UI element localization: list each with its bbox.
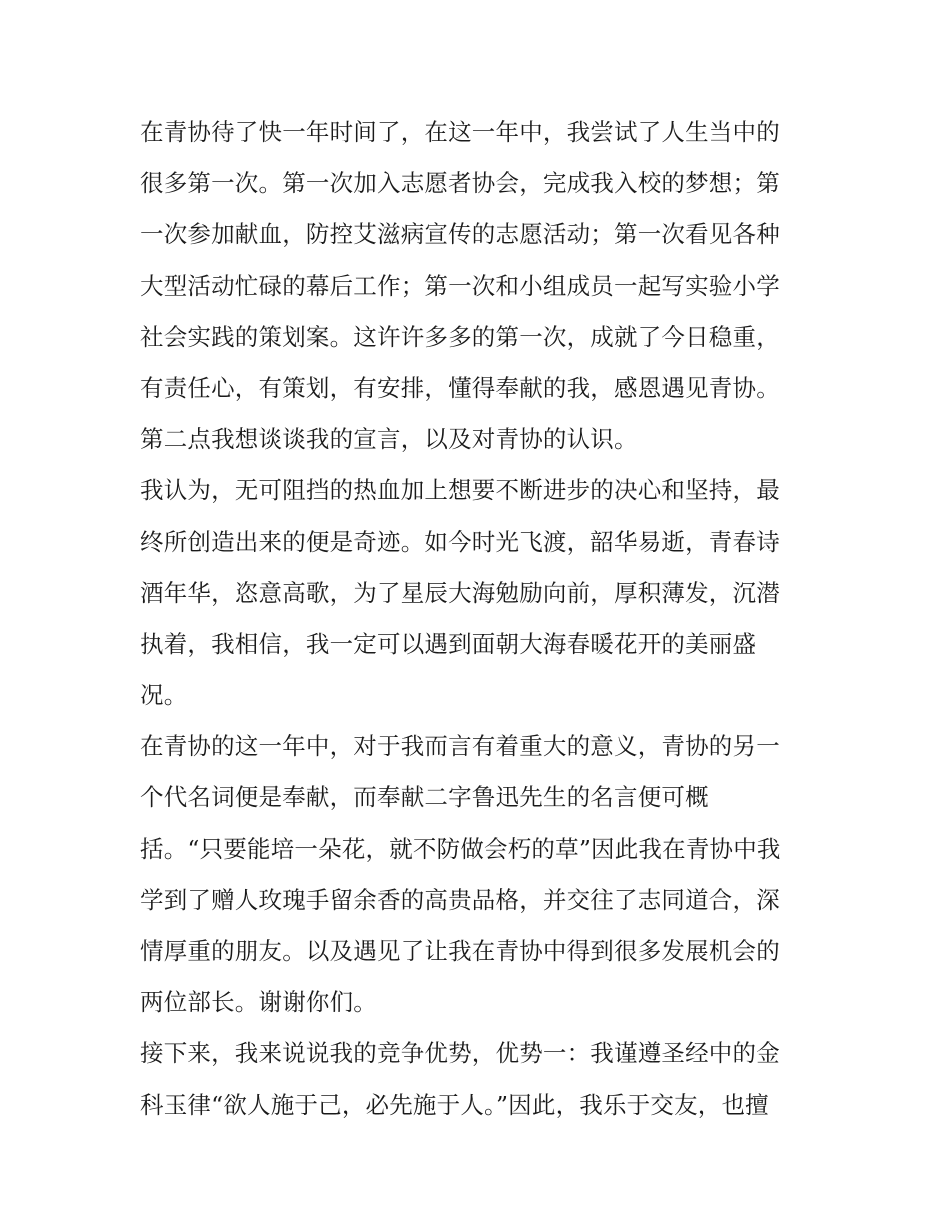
- text-line: 第二点我想谈谈我的宣言，以及对青协的认识。: [140, 425, 638, 454]
- text-line: 两位部长。谢谢你们。: [140, 988, 377, 1017]
- text-line: 括。“只要能培一朵花，就不防做会朽的草”因此我在青协中我: [140, 834, 781, 863]
- document-body: [140, 107, 820, 1131]
- text-line: 科玉律“欲人施于己，必先施于人。”因此，我乐于交友，也擅: [140, 1090, 769, 1119]
- text-line: 酒年华，恣意高歌，为了星辰大海勉励向前，厚积薄发，沉潜: [140, 578, 780, 607]
- text-line: 社会实践的策划案。这许许多多的第一次，成就了今日稳重，: [140, 322, 780, 351]
- text-line: 有责任心，有策划，有安排，懂得奉献的我，感恩遇见青协。: [140, 373, 780, 402]
- text-line: 执着，我相信，我一定可以遇到面朝大海春暖花开的美丽盛: [140, 629, 757, 658]
- text-line: 学到了赠人玫瑰手留余香的高贵品格，并交往了志同道合，深: [140, 885, 780, 914]
- text-line: 在青协的这一年中，对于我而言有着重大的意义，青协的另一: [140, 732, 780, 761]
- text-line: 个代名词便是奉献，而奉献二字鲁迅先生的名言便可概: [140, 783, 709, 812]
- text-line: 接下来，我来说说我的竞争优势，优势一：我谨遵圣经中的金: [140, 1039, 780, 1068]
- text-line: 况。: [140, 681, 188, 710]
- text-line: 很多第一次。第一次加入志愿者协会，完成我入校的梦想；第: [140, 169, 780, 198]
- text-line: 我认为，无可阻挡的热血加上想要不断进步的决心和坚持，最: [140, 476, 780, 505]
- text-line: 一次参加献血，防控艾滋病宣传的志愿活动；第一次看见各种: [140, 220, 780, 249]
- text-line: 在青协待了快一年时间了，在这一年中，我尝试了人生当中的: [140, 118, 780, 146]
- text-line: 情厚重的朋友。以及遇见了让我在青协中得到很多发展机会的: [140, 937, 780, 965]
- text-line: 大型活动忙碌的幕后工作；第一次和小组成员一起写实验小学: [140, 271, 780, 300]
- text-line: 终所创造出来的便是奇迹。如今时光飞渡，韶华易逝，青春诗: [140, 527, 780, 556]
